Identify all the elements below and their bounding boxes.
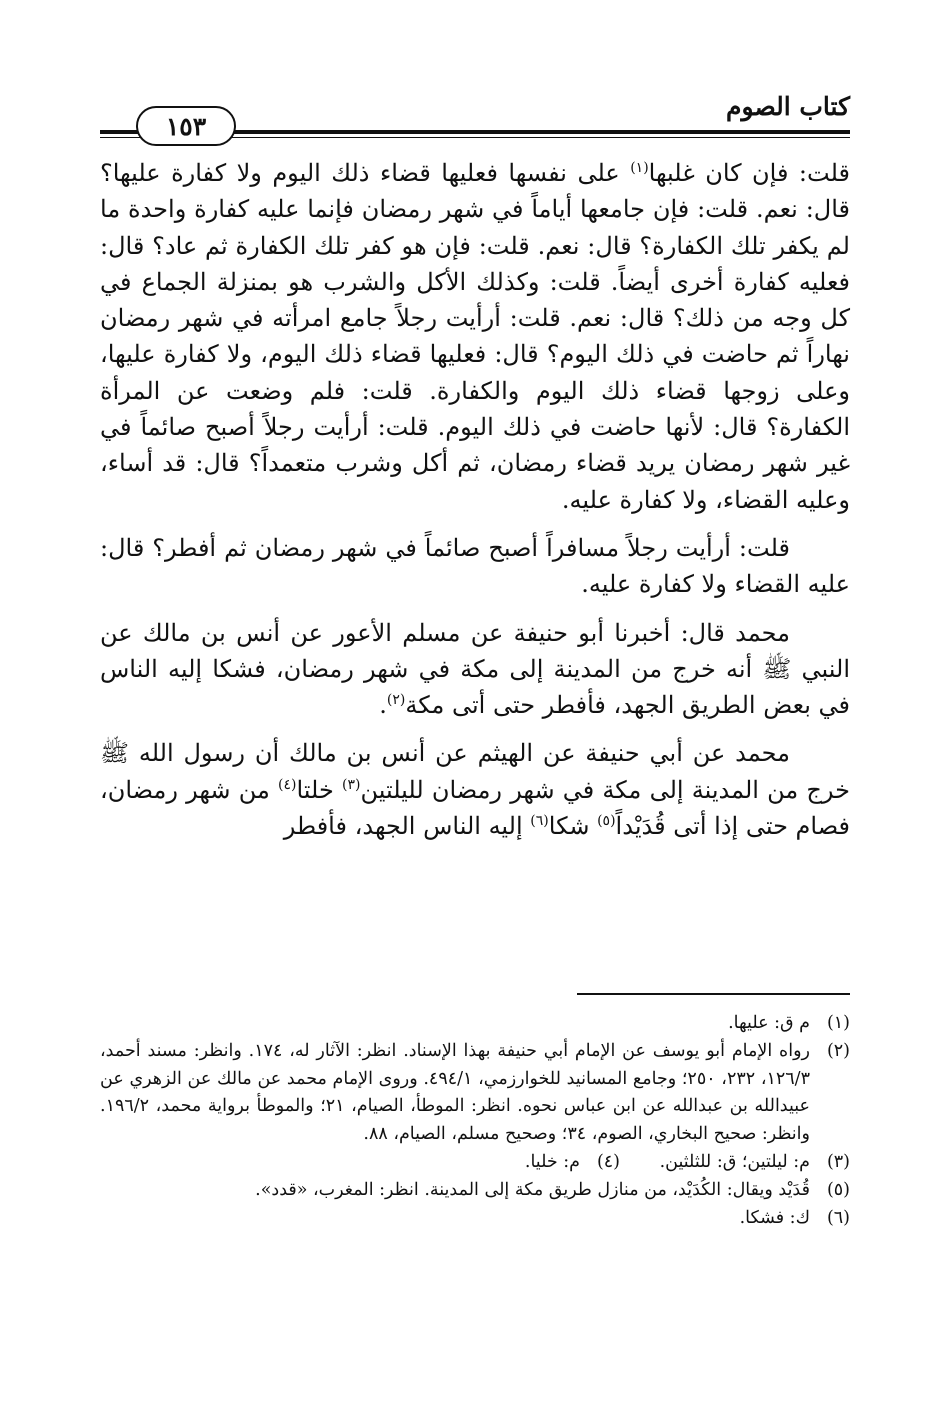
paragraph-3-part-a: محمد قال: أخبرنا أبو حنيفة عن مسلم الأعور عن أنس بن مالك عن النبي ﷺ أنه خرج من المدينة إلى مكة في شهر رمضان، فشكا إليه الناس في بعض الطريق الجهد، فأفطر حتى أتى مكة [100,618,850,720]
footnote-3-number: (٣) [826,1151,850,1172]
footnote-2-text: رواه الإمام أبو يوسف عن الإمام أبي حنيفة بهذا الإسناد. انظر: الآثار له، ١٧٤. وانظر: مسند أحمد، ١٢٦/٣، ٢٣٢، ٢٥٠؛ وجامع المسانيد للخوارزمي، ٤٩٤/١. وروى الإمام محمد عن مالك عن الزهري عن عبيدالله بن عبدالله عن ابن عباس نحوه. انظر: الموطأ، الصيام، ٢١؛ والموطأ برواية محمد، ١٩٦/٢. وانظر: صحيح البخاري، الصوم، ٣٤؛ وصحيح مسلم، الصيام، ٨٨. [100,1040,810,1145]
footnote-4-number: (٤) [596,1151,620,1172]
paragraph-3 [100,615,850,724]
footnote-5-number: (٥) [826,1179,850,1200]
footnote-ref-3: (٣) [341,776,361,793]
paragraph-3-part-b: . [379,691,387,720]
footnote-5-text: قُدَيْد ويقال: الكُدَيْد، من منازل طريق مكة إلى المدينة. انظر: المغرب، «قدد». [255,1179,810,1200]
paragraph-1 [100,155,850,518]
footnote-ref-1: (١) [630,160,649,176]
main-text [100,155,850,844]
paragraph-4-part-e: إليه الناس الجهد، فأفطر [283,812,531,841]
paragraph-1-part-a: قلت: فإن كان غلبها [648,159,850,187]
footnote-ref-4: (٤) [278,776,297,793]
footnote-1-text: م ق: عليها. [728,1013,810,1033]
footnote-separator [577,993,850,995]
paragraph-4-part-b: خلتا [296,775,342,804]
footnote-3 [620,1149,850,1177]
paragraph-4-part-d: شكا [548,812,598,841]
footnote-1-number: (١) [826,1013,850,1033]
footnote-5 [100,1177,850,1205]
paragraph-2: قلت: أرأيت رجلاً مسافراً أصبح صائماً في شهر رمضان ثم أفطر؟ قال: عليه القضاء ولا كفارة عليه. [100,533,850,599]
footnote-2 [100,1038,850,1149]
footnote-ref-5: (٥) [597,813,616,830]
footnotes [100,1010,850,1232]
footnote-6-text: ك: فشكا. [739,1207,810,1228]
footnote-ref-6: (٦) [530,813,549,830]
footnote-4 [390,1149,620,1177]
paragraph-4-part-c: من شهر رمضان، فصام حتى إذا أتى قُدَيْداً [100,775,850,841]
footnote-ref-2: (٢) [386,692,406,709]
book-title: كتاب الصوم [726,92,850,121]
footnote-1 [100,1010,850,1038]
footnote-6-number: (٦) [826,1207,850,1228]
footnote-6 [100,1205,850,1233]
page-header [100,92,850,142]
footnote-3-text: م: ليلتين؛ ق: للثلثين. [659,1151,810,1172]
footnote-3-4-row [100,1149,850,1177]
paragraph-4-part-a: محمد عن أبي حنيفة عن الهيثم عن أنس بن مالك أن رسول الله ﷺ خرج من المدينة إلى مكة في شهر رمضان لليلتين [100,739,851,804]
footnote-2-number: (٢) [826,1040,850,1061]
paragraph-1-part-b: على نفسها فعليها قضاء ذلك اليوم ولا كفارة عليها؟ قال: نعم. قلت: فإن جامعها أياماً في شهر رمضان فإنما عليه كفارة واحدة ما لم يكفر تلك الكفارة؟ قال: نعم. قلت: فإن هو كفر تلك الكفارة ثم عاد؟ قال: فعليه كفارة أخرى أيضاً. قلت: وكذلك الأكل والشرب هو بمنزلة الجماع في كل وجه من ذلك؟ قال: نعم. قلت: أرأيت رجلاً جامع امرأته في شهر رمضان نهاراً ثم حاضت في ذلك اليوم؟ قال: فعليها قضاء ذلك اليوم، ولا كفارة عليها، وعلى زوجها قضاء ذلك اليوم والكفارة. قلت: فلم وضعت عن المرأة الكفارة؟ قال: لأنها حاضت في ذلك اليوم. قلت: أرأيت رجلاً أصبح صائماً في غير شهر رمضان يريد قضاء رمضان، ثم أكل وشرب متعمداً؟ قال: قد أساء، وعليه القضاء، ولا كفارة عليه. [100,159,850,514]
page-number: ١٥٣ [136,106,236,146]
footnote-4-text: م: خليا. [524,1151,580,1172]
paragraph-4 [100,735,850,844]
